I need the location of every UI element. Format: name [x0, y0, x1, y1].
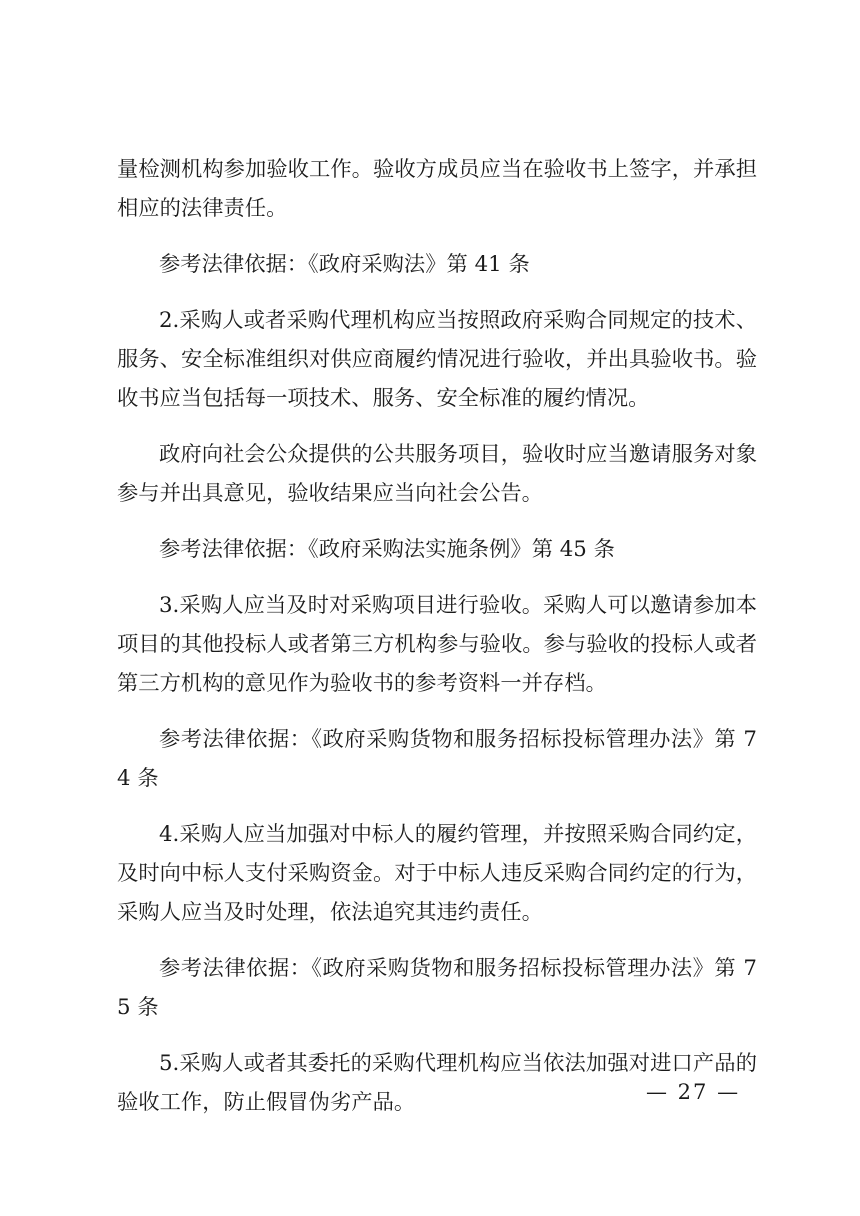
- paragraph-acceptance-signature: 量检测机构参加验收工作。验收方成员应当在验收书上签字，并承担相应的法律责任。: [117, 157, 757, 221]
- legal-basis-article-45: 参考法律依据：《政府采购法实施条例》第 45 条: [159, 537, 615, 562]
- legal-basis-article-75: 参考法律依据：《政府采购货物和服务招标投标管理办法》第 75 条: [117, 956, 757, 1020]
- paragraph-item-2: 2.采购人或者采购代理机构应当按照政府采购合同规定的技术、服务、安全标准组织对供应商履约情况进行验收，并出具验收书。验收书应当包括每一项技术、服务、安全标准的履约情况。: [117, 308, 757, 411]
- paragraph-item-3: 3.采购人应当及时对采购项目进行验收。采购人可以邀请参加本项目的其他投标人或者第三方机构参与验收。参与验收的投标人或者第三方机构的意见作为验收书的参考资料一并存档。: [117, 593, 757, 696]
- legal-basis-article-41: 参考法律依据：《政府采购法》第 41 条: [159, 252, 530, 277]
- paragraph-public-service: 政府向社会公众提供的公共服务项目，验收时应当邀请服务对象参与并出具意见，验收结果应当向社会公告。: [117, 442, 757, 506]
- legal-basis-article-74: 参考法律依据：《政府采购货物和服务招标投标管理办法》第 74 条: [117, 727, 757, 791]
- document-body: [117, 150, 757, 1122]
- page-number: — 27 —: [646, 1080, 741, 1104]
- paragraph-item-5: 5.采购人或者其委托的采购代理机构应当依法加强对进口产品的验收工作，防止假冒伪劣产品。: [117, 1051, 757, 1115]
- paragraph-item-4: 4.采购人应当加强对中标人的履约管理，并按照采购合同约定，及时向中标人支付采购资金。对于中标人违反采购合同约定的行为，采购人应当及时处理，依法追究其违约责任。: [117, 822, 757, 925]
